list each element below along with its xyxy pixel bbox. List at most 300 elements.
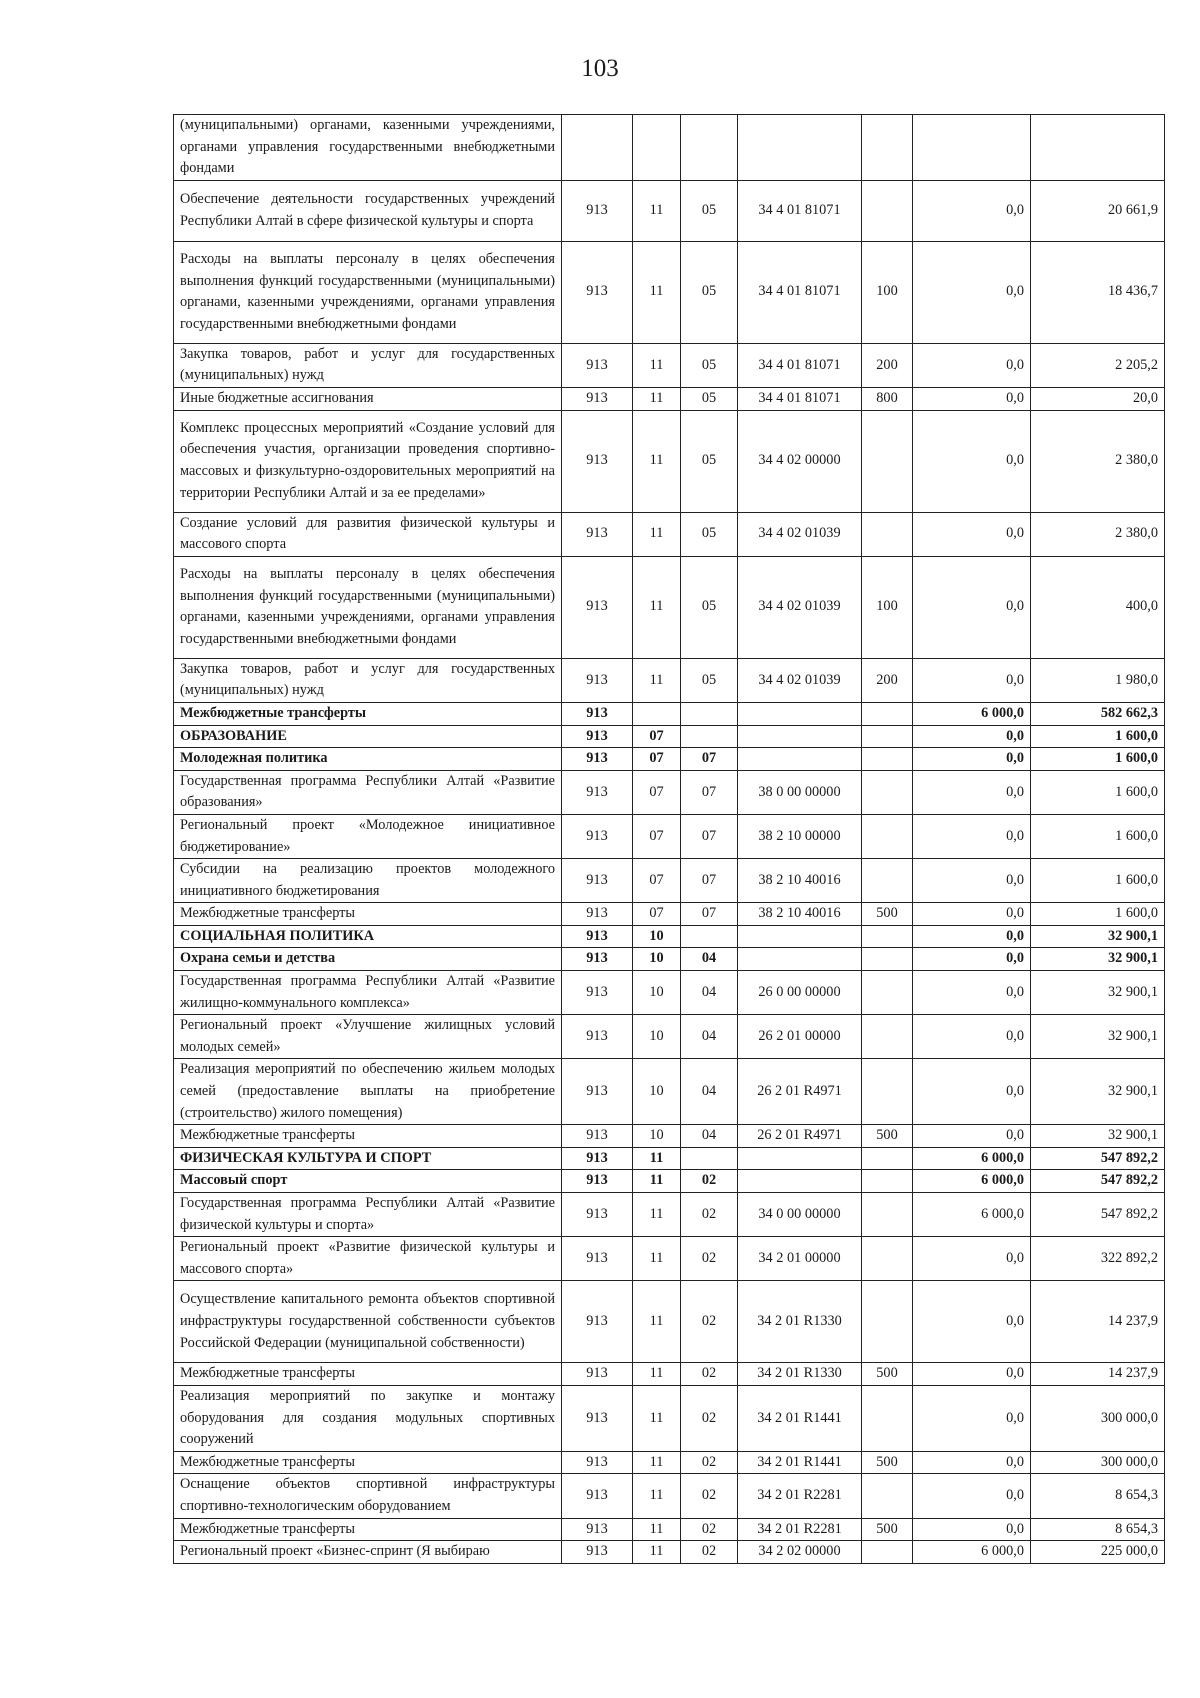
amount-2: 1 600,0 [1031,748,1165,771]
amount-2: 14 237,9 [1031,1281,1165,1363]
row-name: ОБРАЗОВАНИЕ [174,725,562,748]
expense-type [862,971,913,1015]
subsection-code: 04 [681,948,738,971]
expense-type [862,814,913,858]
section-code: 11 [633,1237,681,1281]
target-article [738,1147,862,1170]
row-name: Оснащение объектов спортивной инфраструктуры спортивно-технологическим оборудованием [174,1474,562,1518]
target-article: 38 2 10 40016 [738,903,862,926]
row-name: Реализация мероприятий по закупке и монтажу оборудования для создания модульных спортивных сооружений [174,1385,562,1451]
target-article [738,948,862,971]
target-article: 38 2 10 40016 [738,859,862,903]
amount-2: 547 892,2 [1031,1193,1165,1237]
table-row [174,387,1165,410]
amount-1: 0,0 [913,948,1031,971]
admin-code: 913 [562,1147,633,1170]
target-article: 34 4 02 01039 [738,512,862,556]
section-code: 10 [633,971,681,1015]
amount-1: 0,0 [913,1237,1031,1281]
admin-code [562,115,633,181]
admin-code: 913 [562,748,633,771]
target-article: 26 2 01 R4971 [738,1059,862,1125]
subsection-code [681,1147,738,1170]
amount-2: 1 600,0 [1031,859,1165,903]
expense-type: 500 [862,1451,913,1474]
table-row [174,1147,1165,1170]
admin-code: 913 [562,859,633,903]
target-article: 34 2 02 00000 [738,1541,862,1564]
admin-code: 913 [562,1363,633,1386]
subsection-code: 07 [681,770,738,814]
table-row [174,948,1165,971]
amount-1: 6 000,0 [913,1541,1031,1564]
expense-type [862,948,913,971]
expense-type: 200 [862,658,913,702]
expense-type [862,748,913,771]
subsection-code: 02 [681,1170,738,1193]
row-name: ФИЗИЧЕСКАЯ КУЛЬТУРА И СПОРТ [174,1147,562,1170]
amount-1: 0,0 [913,814,1031,858]
expense-type: 500 [862,903,913,926]
expense-type [862,859,913,903]
row-name: Обеспечение деятельности государственных учреждений Республики Алтай в сфере физической культуры и спорта [174,180,562,241]
expense-type [862,410,913,512]
subsection-code: 05 [681,180,738,241]
admin-code: 913 [562,1170,633,1193]
admin-code: 913 [562,241,633,343]
table-row [174,556,1165,658]
amount-2: 300 000,0 [1031,1451,1165,1474]
target-article: 34 4 02 01039 [738,556,862,658]
amount-1: 0,0 [913,1474,1031,1518]
table-row [174,859,1165,903]
row-name: Межбюджетные трансферты [174,1363,562,1386]
amount-1: 0,0 [913,180,1031,241]
target-article: 34 2 01 00000 [738,1237,862,1281]
admin-code: 913 [562,925,633,948]
expense-type: 500 [862,1125,913,1148]
row-name: СОЦИАЛЬНАЯ ПОЛИТИКА [174,925,562,948]
expense-type [862,1237,913,1281]
expense-type [862,115,913,181]
expense-type [862,1059,913,1125]
section-code: 11 [633,1541,681,1564]
admin-code: 913 [562,180,633,241]
amount-1: 0,0 [913,725,1031,748]
expense-type [862,512,913,556]
amount-1: 0,0 [913,410,1031,512]
amount-2: 32 900,1 [1031,1125,1165,1148]
subsection-code: 07 [681,748,738,771]
admin-code: 913 [562,387,633,410]
target-article: 34 4 01 81071 [738,387,862,410]
budget-table-body [174,115,1165,1564]
section-code: 10 [633,1125,681,1148]
amount-2: 32 900,1 [1031,1015,1165,1059]
admin-code: 913 [562,1193,633,1237]
table-row [174,1281,1165,1363]
table-row [174,1363,1165,1386]
amount-1: 0,0 [913,1281,1031,1363]
row-name: Расходы на выплаты персоналу в целях обеспечения выполнения функций государственными (муниципальными) органами, казенными учреждениями, органами управления государственными внебюджетными фондами [174,556,562,658]
section-code: 11 [633,1147,681,1170]
table-row [174,702,1165,725]
amount-2: 20 661,9 [1031,180,1165,241]
table-row [174,180,1165,241]
admin-code: 913 [562,1451,633,1474]
expense-type [862,1015,913,1059]
section-code: 10 [633,925,681,948]
page-number: 103 [581,55,619,82]
admin-code: 913 [562,948,633,971]
table-row [174,770,1165,814]
table-row [174,115,1165,181]
amount-2: 1 600,0 [1031,903,1165,926]
subsection-code: 05 [681,387,738,410]
admin-code: 913 [562,1237,633,1281]
amount-2: 322 892,2 [1031,1237,1165,1281]
section-code: 07 [633,859,681,903]
amount-2: 32 900,1 [1031,925,1165,948]
expense-type: 800 [862,387,913,410]
admin-code: 913 [562,725,633,748]
admin-code: 913 [562,1474,633,1518]
expense-type: 500 [862,1363,913,1386]
section-code: 07 [633,814,681,858]
admin-code: 913 [562,1281,633,1363]
section-code: 10 [633,1015,681,1059]
amount-1: 0,0 [913,343,1031,387]
admin-code: 913 [562,903,633,926]
target-article: 38 2 10 00000 [738,814,862,858]
subsection-code: 05 [681,343,738,387]
row-name: Межбюджетные трансферты [174,1518,562,1541]
row-name: Закупка товаров, работ и услуг для государственных (муниципальных) нужд [174,343,562,387]
row-name: Реализация мероприятий по обеспечению жильем молодых семей (предоставление выплаты на приобретение (строительство) жилого помещения) [174,1059,562,1125]
amount-1: 0,0 [913,1518,1031,1541]
amount-2: 8 654,3 [1031,1518,1165,1541]
amount-1: 0,0 [913,770,1031,814]
subsection-code: 02 [681,1385,738,1451]
section-code: 07 [633,748,681,771]
subsection-code: 04 [681,1059,738,1125]
subsection-code: 05 [681,512,738,556]
amount-1: 6 000,0 [913,1170,1031,1193]
section-code: 11 [633,343,681,387]
amount-2: 32 900,1 [1031,948,1165,971]
table-row [174,1193,1165,1237]
section-code: 11 [633,1518,681,1541]
amount-1: 0,0 [913,925,1031,948]
section-code: 11 [633,1193,681,1237]
row-name: Региональный проект «Улучшение жилищных условий молодых семей» [174,1015,562,1059]
table-row [174,1059,1165,1125]
table-row [174,1125,1165,1148]
row-name: Государственная программа Республики Алтай «Развитие физической культуры и спорта» [174,1193,562,1237]
amount-2: 1 600,0 [1031,770,1165,814]
expense-type [862,725,913,748]
row-name: Молодежная политика [174,748,562,771]
amount-2: 32 900,1 [1031,971,1165,1015]
subsection-code: 07 [681,814,738,858]
section-code: 11 [633,556,681,658]
row-name: Региональный проект «Бизнес-спринт (Я выбираю [174,1541,562,1564]
subsection-code: 07 [681,903,738,926]
amount-1: 0,0 [913,748,1031,771]
expense-type [862,1385,913,1451]
amount-1: 0,0 [913,903,1031,926]
amount-1: 0,0 [913,241,1031,343]
subsection-code: 05 [681,410,738,512]
target-article [738,115,862,181]
amount-2: 547 892,2 [1031,1170,1165,1193]
row-name: Межбюджетные трансферты [174,702,562,725]
subsection-code: 05 [681,556,738,658]
subsection-code: 02 [681,1237,738,1281]
amount-1: 6 000,0 [913,702,1031,725]
section-code: 10 [633,948,681,971]
row-name: Межбюджетные трансферты [174,1125,562,1148]
target-article: 34 2 01 R1330 [738,1363,862,1386]
amount-2: 8 654,3 [1031,1474,1165,1518]
amount-2: 582 662,3 [1031,702,1165,725]
amount-1: 0,0 [913,387,1031,410]
row-name: Расходы на выплаты персоналу в целях обеспечения выполнения функций государственными (муниципальными) органами, казенными учреждениями, органами управления государственными внебюджетными фондами [174,241,562,343]
section-code: 11 [633,1363,681,1386]
admin-code: 913 [562,814,633,858]
amount-2: 2 380,0 [1031,512,1165,556]
target-article: 34 4 01 81071 [738,343,862,387]
section-code: 11 [633,410,681,512]
amount-2: 2 380,0 [1031,410,1165,512]
subsection-code: 02 [681,1363,738,1386]
target-article: 26 2 01 R4971 [738,1125,862,1148]
row-name: (муниципальными) органами, казенными учреждениями, органами управления государственными внебюджетными фондами [174,115,562,181]
subsection-code: 05 [681,241,738,343]
row-name: Массовый спорт [174,1170,562,1193]
amount-1: 6 000,0 [913,1147,1031,1170]
subsection-code: 04 [681,971,738,1015]
table-row [174,1451,1165,1474]
target-article: 34 0 00 00000 [738,1193,862,1237]
admin-code: 913 [562,512,633,556]
section-code [633,702,681,725]
expense-type: 100 [862,241,913,343]
admin-code: 913 [562,658,633,702]
amount-2: 1 600,0 [1031,725,1165,748]
amount-2: 300 000,0 [1031,1385,1165,1451]
table-row [174,343,1165,387]
table-row [174,1385,1165,1451]
amount-1: 0,0 [913,1059,1031,1125]
expense-type: 500 [862,1518,913,1541]
row-name: Межбюджетные трансферты [174,903,562,926]
subsection-code: 04 [681,1125,738,1148]
subsection-code: 04 [681,1015,738,1059]
table-row [174,1474,1165,1518]
amount-1 [913,115,1031,181]
expense-type: 100 [862,556,913,658]
table-row [174,748,1165,771]
table-row [174,903,1165,926]
row-name: Закупка товаров, работ и услуг для государственных (муниципальных) нужд [174,658,562,702]
section-code: 11 [633,1385,681,1451]
amount-1: 0,0 [913,971,1031,1015]
section-code: 07 [633,725,681,748]
table-row [174,512,1165,556]
table-row [174,241,1165,343]
subsection-code: 02 [681,1281,738,1363]
admin-code: 913 [562,1059,633,1125]
budget-table [173,114,1165,1564]
row-name: Иные бюджетные ассигнования [174,387,562,410]
amount-2: 32 900,1 [1031,1059,1165,1125]
amount-2: 14 237,9 [1031,1363,1165,1386]
admin-code: 913 [562,1541,633,1564]
expense-type [862,1281,913,1363]
amount-2 [1031,115,1165,181]
admin-code: 913 [562,1125,633,1148]
section-code: 10 [633,1059,681,1125]
target-article: 34 2 01 R2281 [738,1518,862,1541]
amount-2: 2 205,2 [1031,343,1165,387]
table-row [174,1518,1165,1541]
row-name: Создание условий для развития физической культуры и массового спорта [174,512,562,556]
amount-1: 0,0 [913,859,1031,903]
expense-type: 200 [862,343,913,387]
row-name: Субсидии на реализацию проектов молодежного инициативного бюджетирования [174,859,562,903]
expense-type [862,1474,913,1518]
admin-code: 913 [562,1385,633,1451]
admin-code: 913 [562,770,633,814]
section-code: 07 [633,903,681,926]
row-name: Региональный проект «Молодежное инициативное бюджетирование» [174,814,562,858]
section-code: 11 [633,387,681,410]
subsection-code: 07 [681,859,738,903]
target-article: 34 2 01 R1441 [738,1385,862,1451]
target-article [738,725,862,748]
section-code: 11 [633,658,681,702]
section-code: 11 [633,241,681,343]
expense-type [862,1541,913,1564]
expense-type [862,1193,913,1237]
target-article: 34 2 01 R1330 [738,1281,862,1363]
admin-code: 913 [562,702,633,725]
subsection-code [681,925,738,948]
admin-code: 913 [562,1015,633,1059]
subsection-code [681,702,738,725]
table-row [174,971,1165,1015]
amount-1: 0,0 [913,512,1031,556]
subsection-code: 02 [681,1474,738,1518]
section-code: 11 [633,1281,681,1363]
subsection-code [681,725,738,748]
admin-code: 913 [562,343,633,387]
amount-2: 225 000,0 [1031,1541,1165,1564]
amount-1: 0,0 [913,1451,1031,1474]
amount-2: 18 436,7 [1031,241,1165,343]
admin-code: 913 [562,556,633,658]
target-article: 34 4 01 81071 [738,241,862,343]
target-article: 34 4 01 81071 [738,180,862,241]
target-article [738,748,862,771]
admin-code: 913 [562,410,633,512]
expense-type [862,1147,913,1170]
target-article: 26 0 00 00000 [738,971,862,1015]
target-article: 34 4 02 00000 [738,410,862,512]
subsection-code: 05 [681,658,738,702]
amount-1: 6 000,0 [913,1193,1031,1237]
row-name: Комплекс процессных мероприятий «Создание условий для обеспечения участия, организации проведения спортивно-массовых и физкультурно-оздоровительных мероприятий на территории Республики Алтай и за ее пределами» [174,410,562,512]
table-row [174,658,1165,702]
table-row [174,814,1165,858]
target-article [738,1170,862,1193]
expense-type [862,702,913,725]
amount-1: 0,0 [913,1015,1031,1059]
row-name: Государственная программа Республики Алтай «Развитие жилищно-коммунального комплекса» [174,971,562,1015]
amount-1: 0,0 [913,1363,1031,1386]
row-name: Межбюджетные трансферты [174,1451,562,1474]
target-article: 34 2 01 R1441 [738,1451,862,1474]
section-code: 11 [633,180,681,241]
table-row [174,925,1165,948]
row-name: Охрана семьи и детства [174,948,562,971]
row-name: Региональный проект «Развитие физической культуры и массового спорта» [174,1237,562,1281]
target-article: 38 0 00 00000 [738,770,862,814]
amount-2: 1 980,0 [1031,658,1165,702]
amount-1: 0,0 [913,1385,1031,1451]
row-name: Осуществление капитального ремонта объектов спортивной инфраструктуры государственной собственности субъектов Российской Федерации (муниципальной собственности) [174,1281,562,1363]
admin-code: 913 [562,971,633,1015]
amount-2: 547 892,2 [1031,1147,1165,1170]
amount-1: 0,0 [913,1125,1031,1148]
row-name: Государственная программа Республики Алтай «Развитие образования» [174,770,562,814]
amount-2: 400,0 [1031,556,1165,658]
section-code: 07 [633,770,681,814]
section-code: 11 [633,1451,681,1474]
subsection-code: 02 [681,1193,738,1237]
amount-1: 0,0 [913,556,1031,658]
amount-2: 20,0 [1031,387,1165,410]
subsection-code: 02 [681,1451,738,1474]
admin-code: 913 [562,1518,633,1541]
amount-1: 0,0 [913,658,1031,702]
expense-type [862,180,913,241]
amount-2: 1 600,0 [1031,814,1165,858]
target-article: 34 4 02 01039 [738,658,862,702]
table-row [174,410,1165,512]
section-code [633,115,681,181]
table-row [174,725,1165,748]
target-article: 26 2 01 00000 [738,1015,862,1059]
expense-type [862,925,913,948]
expense-type [862,1170,913,1193]
subsection-code [681,115,738,181]
table-row [174,1015,1165,1059]
table-row [174,1237,1165,1281]
target-article [738,702,862,725]
section-code: 11 [633,512,681,556]
subsection-code: 02 [681,1541,738,1564]
section-code: 11 [633,1474,681,1518]
table-row [174,1541,1165,1564]
target-article [738,925,862,948]
section-code: 11 [633,1170,681,1193]
subsection-code: 02 [681,1518,738,1541]
table-row [174,1170,1165,1193]
target-article: 34 2 01 R2281 [738,1474,862,1518]
expense-type [862,770,913,814]
